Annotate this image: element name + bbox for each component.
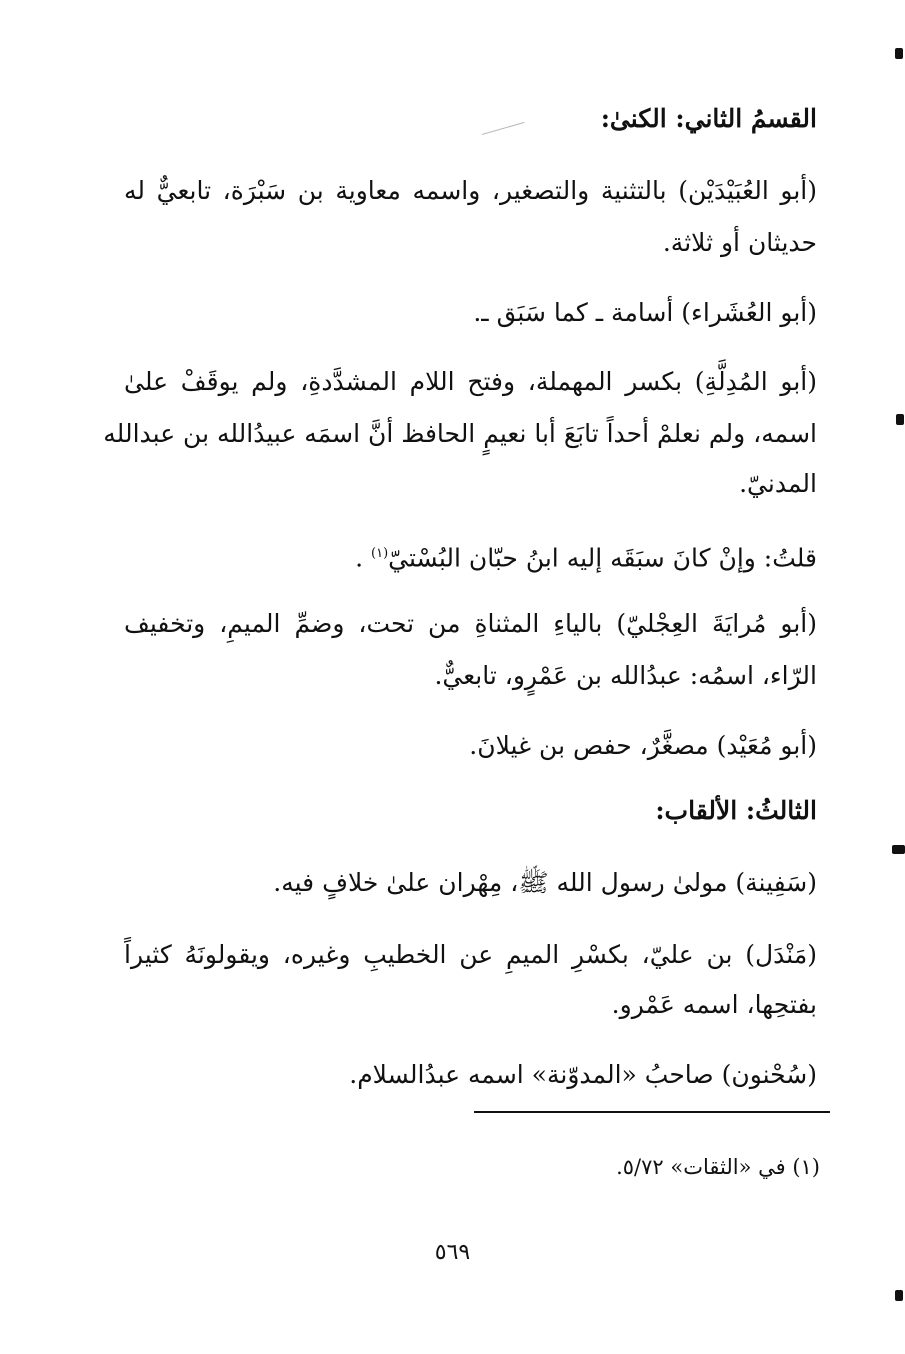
footnote-reference: (١) <box>371 546 389 561</box>
paragraph-qultu-period: . <box>355 543 364 573</box>
section-heading-alqab: الثالثُ: الألقاب: <box>655 796 817 825</box>
paragraph-abu-al-ushara: (أبو العُشَراء) أسامة ـ كما سَبَق ـ. <box>473 298 817 327</box>
paragraph-abu-muayd: (أبو مُعَيْد) مصغَّرٌ، حفص بن غيلانَ. <box>469 731 817 760</box>
binding-mark <box>895 48 903 59</box>
paragraph-qultu-text: قلتُ: وإنْ كانَ سبَقَه إليه ابنُ حبّان البُسْتيّ <box>388 543 817 573</box>
paragraph-sahnun: (سُحْنون) صاحبُ «المدوّنة» اسمه عبدُالسلام. <box>349 1060 817 1089</box>
binding-mark <box>892 845 905 854</box>
paragraph-mandal-line-2: بفتحِها، اسمه عَمْرو. <box>611 990 817 1019</box>
paragraph-abu-al-mudilla-line-2: اسمه، ولم نعلمْ أحداً تابَعَ أبا نعيمٍ الحافظ أنَّ اسمَه عبيدُالله بن عبدالله <box>103 419 817 448</box>
paragraph-safina: (سَفِينة) مولىٰ رسول الله ﷺ، مِهْران علىٰ خلافٍ فيه. <box>273 868 817 897</box>
paragraph-abu-muraya-line-2: الرّاء، اسمُه: عبدُالله بن عَمْرٍو، تابعيٌّ. <box>434 661 817 690</box>
binding-mark <box>895 1290 903 1301</box>
binding-mark <box>896 414 904 425</box>
scan-artifact <box>482 122 525 135</box>
section-heading-kunya: القسمُ الثاني: الكنىٰ: <box>600 104 817 133</box>
footnote: (١) في «الثقات» ٥/٧٢. <box>616 1155 820 1179</box>
footnote-separator <box>474 1111 830 1113</box>
paragraph-abu-muraya-line-1: (أبو مُرايَةَ العِجْليّ) بالياءِ المثناةِ من تحت، وضمِّ الميمِ، وتخفيف <box>124 609 817 638</box>
page-number: ٥٦٩ <box>434 1240 471 1265</box>
paragraph-qultu <box>355 537 817 575</box>
paragraph-abu-al-mudilla-line-3: المدنيّ. <box>739 469 817 498</box>
paragraph-abu-al-mudilla-line-1: (أبو المُدِلَّةِ) بكسر المهملة، وفتح اللام المشدَّدةِ، ولم يوقَفْ علىٰ <box>124 367 817 396</box>
paragraph-abu-al-ubaydayn-line-2: حديثان أو ثلاثة. <box>662 228 817 257</box>
paragraph-mandal-line-1: (مَنْدَل) بن عليّ، بكسْرِ الميمِ عن الخطيبِ وغيره، ويقولونَهُ كثيراً <box>124 940 817 969</box>
paragraph-abu-al-ubaydayn-line-1: (أبو العُبَيْدَيْن) بالتثنية والتصغير، واسمه معاوية بن سَبْرَة، تابعيٌّ له <box>124 176 817 205</box>
